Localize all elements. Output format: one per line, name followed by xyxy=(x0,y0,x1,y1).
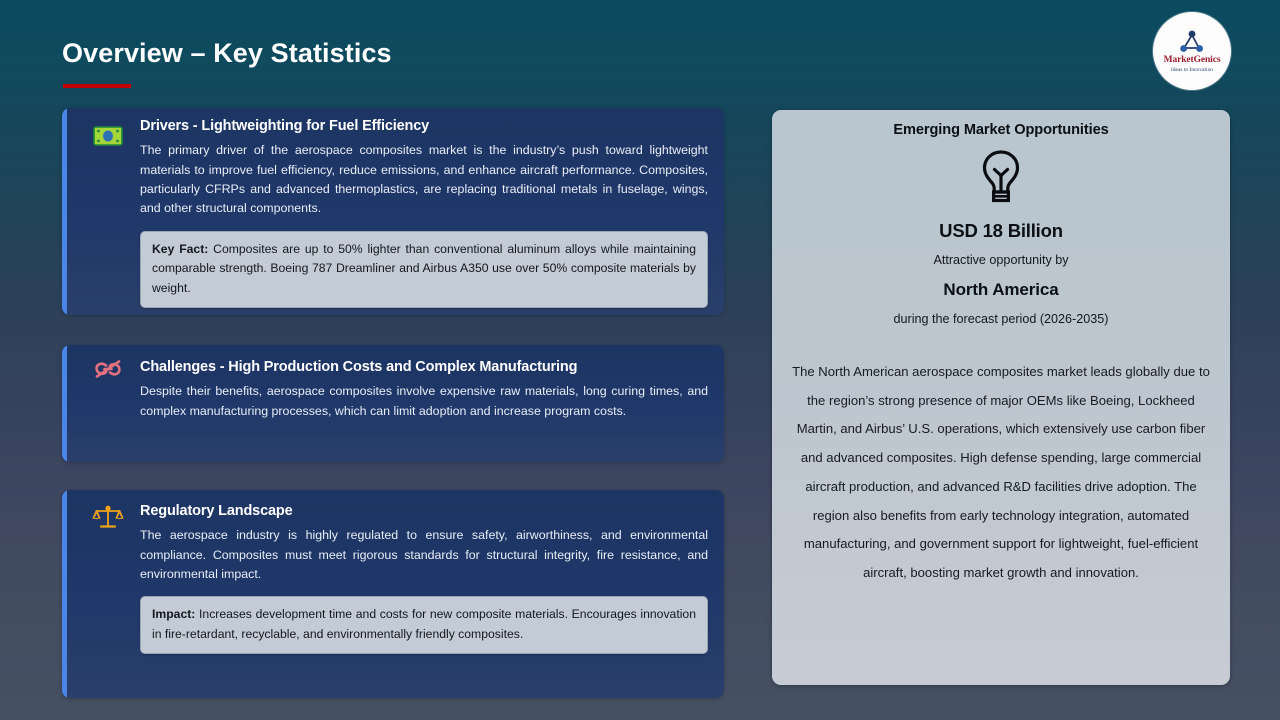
brand-logo xyxy=(1153,12,1231,90)
stat-region: North America xyxy=(943,280,1059,299)
panel-title: Emerging Market Opportunities xyxy=(893,122,1109,138)
lightbulb-icon xyxy=(978,150,1024,204)
card-callout-impact xyxy=(140,596,708,654)
logo-name: MarketGenics xyxy=(1163,55,1221,66)
title-underline-rule xyxy=(63,84,131,88)
card-body-text: The primary driver of the aerospace composites market is the industry’s push toward lightweight materials to improve fuel efficiency, reduce emissions, and enhance aircraft performance. Composites, particularly CFRPs and advanced thermoplastics, are replacing traditional metals in fuselage, wings, and other structural components. xyxy=(140,143,708,216)
key-statistics-card-list xyxy=(62,108,724,698)
lightbulb-icon-wrap xyxy=(772,150,1230,206)
card-title: Drivers - Lightweighting for Fuel Efficiency xyxy=(140,118,430,134)
card-body-text: The aerospace industry is highly regulated to ensure safety, airworthiness, and environmental compliance. Composites must meet rigorous standards for structural integrity, fire resistance, and environmental impact. xyxy=(140,528,708,581)
card-regulatory-landscape[interactable] xyxy=(62,490,724,698)
card-title: Regulatory Landscape xyxy=(140,503,293,519)
callout-label: Impact: xyxy=(152,607,196,622)
callout-text: Increases development time and costs for new composite materials. Encourages innovation in fire-retardant, recyclable, and environmentally friendly composites. xyxy=(152,607,696,641)
balance-scale-icon xyxy=(89,504,127,530)
stat-forecast-period: during the forecast period (2026-2035) xyxy=(893,312,1109,326)
logo-tagline: Ideas to Innovation xyxy=(1171,66,1213,73)
card-drivers[interactable] xyxy=(62,108,724,315)
emerging-market-opportunities-panel xyxy=(772,110,1230,685)
callout-text: Composites are up to 50% lighter than conventional aluminum alloys while maintaining comparable strength. Boeing 787 Dreamliner and Airbus A350 use over 50% composite materials by weight. xyxy=(152,241,696,295)
callout-label: Key Fact: xyxy=(152,241,209,256)
banknote-icon xyxy=(89,125,127,147)
card-title: Challenges - High Production Costs and Complex Manufacturing xyxy=(140,359,578,375)
network-nodes-icon xyxy=(1177,29,1207,55)
card-challenges[interactable] xyxy=(62,345,724,462)
broken-link-icon xyxy=(89,357,127,381)
panel-body-text: The North American aerospace composites market leads globally due to the region’s strong presence of major OEMs like Boeing, Lockheed Martin, and Airbus’ U.S. operations, which extensively use carbon fiber and advanced composites. High defense spending, large commercial aircraft production, and advanced R&D facilities drive adoption. The region also benefits from early technology integration, automated manufacturing, and government support for lightweight, fuel-efficient aircraft, boosting market growth and innovation. xyxy=(792,364,1210,580)
page-title: Overview – Key Statistics xyxy=(62,38,392,68)
card-body-text: Despite their benefits, aerospace composites involve expensive raw materials, long curing times, and complex manufacturing processes, which can limit adoption and increase program costs. xyxy=(140,384,708,418)
stat-subtitle: Attractive opportunity by xyxy=(933,253,1069,267)
stat-value: USD 18 Billion xyxy=(939,220,1063,241)
slide-header xyxy=(0,0,1280,100)
card-callout-keyfact xyxy=(140,231,708,309)
